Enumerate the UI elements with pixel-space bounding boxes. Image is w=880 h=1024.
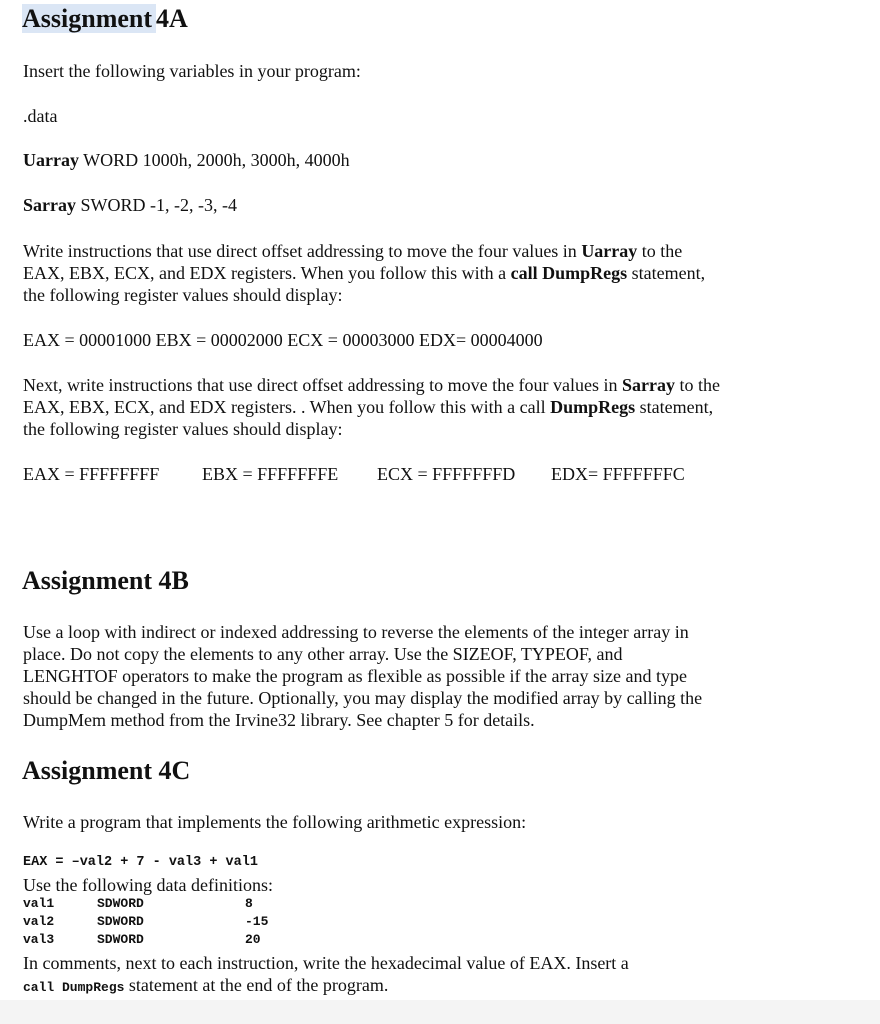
paragraph-line xyxy=(23,396,720,418)
var-type: SDWORD xyxy=(97,914,144,929)
paragraph-line: place. Do not copy the elements to any other array. Use the SIZEOF, TYPEOF, and xyxy=(23,644,623,664)
inline-code: call DumpRegs xyxy=(23,980,125,995)
paragraph-line: should be changed in the future. Optionally, you may display the modified array by calling the xyxy=(23,688,703,708)
page-bottom-edge xyxy=(0,1000,880,1024)
assignment-4c-closing xyxy=(23,952,629,999)
text-run: statement, xyxy=(627,263,706,283)
heading-suffix: 4A xyxy=(156,4,188,33)
ecx-value: ECX = FFFFFFFD xyxy=(377,464,516,484)
var-name: val3 xyxy=(23,932,55,947)
assignment-4c-heading: Assignment 4C xyxy=(22,756,191,785)
bold-run: Uarray xyxy=(581,241,638,261)
assignment-4c-intro: Write a program that implements the following arithmetic expression: xyxy=(23,812,527,832)
var-value: 8 xyxy=(245,896,253,911)
uarray-definition xyxy=(23,149,350,171)
register-values-uarray: EAX = 00001000 EBX = 00002000 ECX = 00003000 EDX= 00004000 xyxy=(23,330,543,350)
edx-value: EDX= FFFFFFFC xyxy=(551,464,685,484)
paragraph-sarray-instructions xyxy=(23,374,720,440)
eax-value: EAX = FFFFFFFF xyxy=(23,464,160,484)
text-run: EAX, EBX, ECX, and EDX registers. When you follow this with a xyxy=(23,263,511,283)
text-run: to the xyxy=(637,241,683,261)
var-name: val1 xyxy=(23,896,55,911)
arithmetic-expression: EAX = –val2 + 7 - val3 + val1 xyxy=(23,855,258,870)
intro-text: Insert the following variables in your program: xyxy=(23,61,361,81)
var-value: 20 xyxy=(245,932,261,947)
text-run: statement at the end of the program. xyxy=(124,975,389,995)
text-run: Next, write instructions that use direct offset addressing to move the four values in xyxy=(23,375,623,395)
data-definitions-intro: Use the following data definitions: xyxy=(23,875,273,895)
selected-text-highlight: Assignment xyxy=(22,4,156,33)
definition-row xyxy=(23,895,323,913)
uarray-name: Uarray xyxy=(23,150,79,170)
var-type: SDWORD xyxy=(97,932,144,947)
paragraph-line: In comments, next to each instruction, write the hexadecimal value of EAX. Insert a xyxy=(23,953,629,973)
paragraph-line xyxy=(23,240,705,262)
paragraph-line xyxy=(23,374,720,396)
sarray-definition xyxy=(23,194,237,216)
paragraph-line: Use a loop with indirect or indexed addressing to reverse the elements of the integer array in xyxy=(23,622,689,642)
assignment-4b-heading: Assignment 4B xyxy=(22,566,189,595)
paragraph-line: the following register values should display: xyxy=(23,419,343,439)
sarray-values: SWORD -1, -2, -3, -4 xyxy=(80,195,237,215)
definition-row xyxy=(23,931,323,949)
assignment-4a-heading xyxy=(22,4,188,34)
bold-run: call DumpRegs xyxy=(510,263,628,283)
text-run: EAX, EBX, ECX, and EDX registers. . When you follow this with a call xyxy=(23,397,551,417)
bold-run: Sarray xyxy=(622,375,676,395)
ebx-value: EBX = FFFFFFFE xyxy=(202,464,339,484)
var-type: SDWORD xyxy=(97,896,144,911)
sarray-name: Sarray xyxy=(23,195,76,215)
data-directive: .data xyxy=(23,106,58,126)
text-run: to the xyxy=(675,375,721,395)
uarray-values: WORD 1000h, 2000h, 3000h, 4000h xyxy=(83,150,350,170)
register-values-sarray xyxy=(23,463,723,485)
paragraph-line xyxy=(23,262,705,284)
definition-row xyxy=(23,913,323,931)
paragraph-uarray-instructions xyxy=(23,240,705,306)
data-definitions-table xyxy=(23,895,323,949)
paragraph-line: DumpMem method from the Irvine32 library. See chapter 5 for details. xyxy=(23,710,535,730)
text-run: statement, xyxy=(635,397,714,417)
var-name: val2 xyxy=(23,914,55,929)
paragraph-line: the following register values should display: xyxy=(23,285,343,305)
bold-run: DumpRegs xyxy=(550,397,636,417)
var-value: -15 xyxy=(245,914,269,929)
text-run: Write instructions that use direct offset addressing to move the four values in xyxy=(23,241,582,261)
paragraph-line xyxy=(23,974,629,999)
assignment-4b-paragraph xyxy=(23,621,702,731)
paragraph-line: LENGHTOF operators to make the program as flexible as possible if the array size and type xyxy=(23,666,687,686)
